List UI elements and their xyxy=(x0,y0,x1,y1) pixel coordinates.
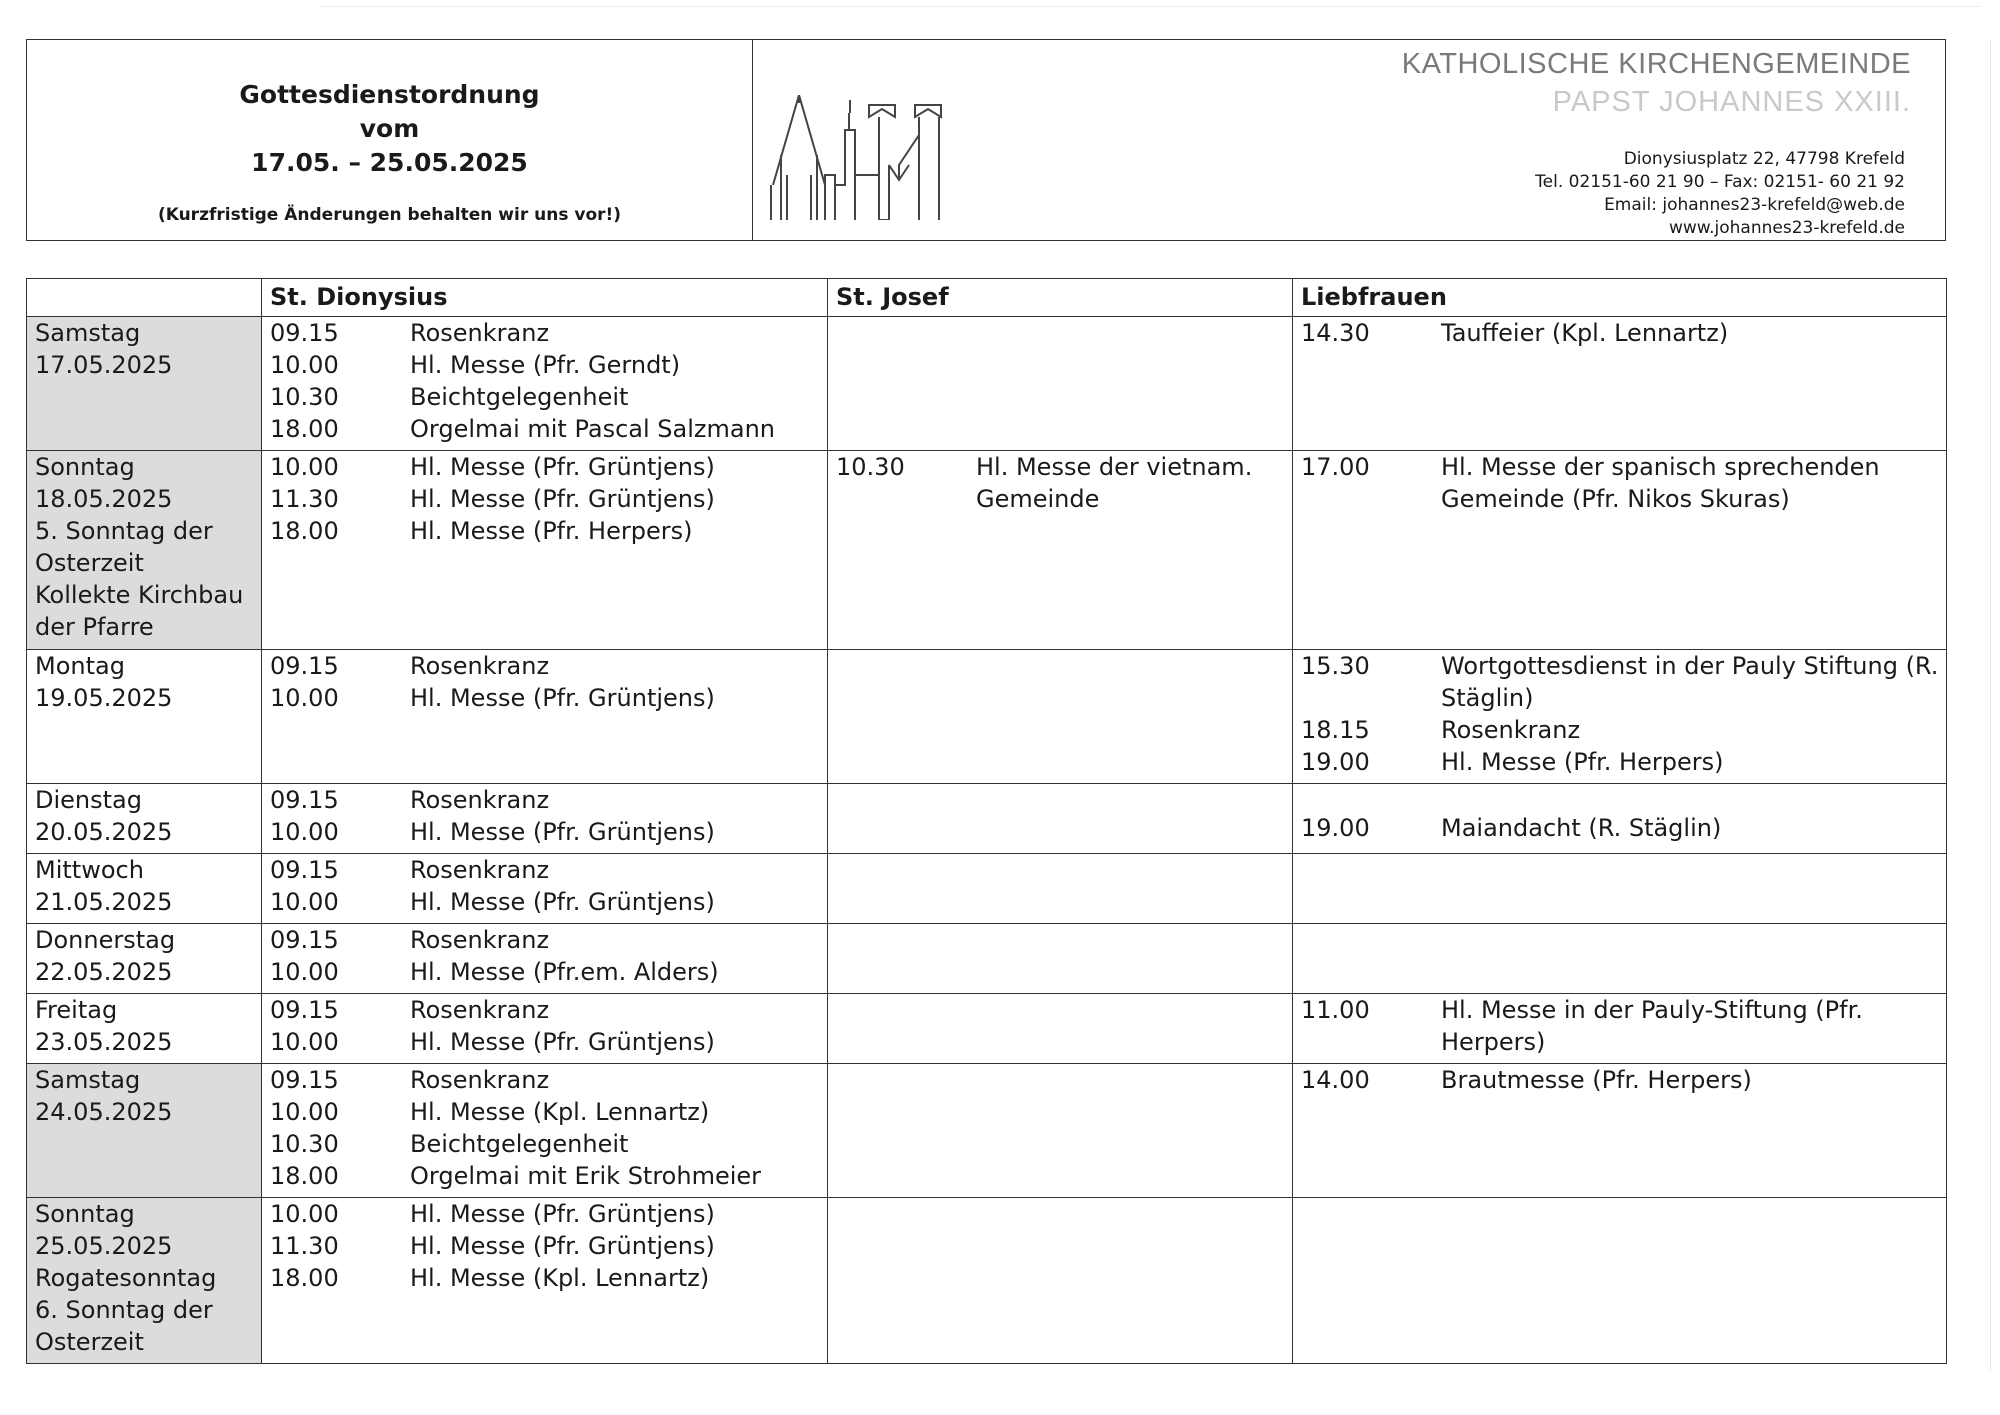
schedule-cell-josef xyxy=(828,854,1293,924)
header-st-josef: St. Josef xyxy=(828,279,1293,317)
event-title: Hl. Messe der spanisch sprechenden Gemeinde (Pfr. Nikos Skuras) xyxy=(1441,453,1880,513)
schedule-cell-liebfrauen xyxy=(1293,854,1947,924)
event-entry xyxy=(270,451,827,483)
event-title: Rosenkranz xyxy=(410,786,550,814)
event-entry xyxy=(270,413,827,445)
day-label-line: Dienstag xyxy=(35,786,142,814)
event-title: Tauffeier (Kpl. Lennartz) xyxy=(1441,319,1729,347)
event-time: 11.30 xyxy=(270,1232,339,1260)
event-title: Hl. Messe (Pfr. Herpers) xyxy=(1441,748,1724,776)
event-entry xyxy=(270,349,827,381)
day-label-line: der Pfarre xyxy=(35,613,154,641)
event-title: Hl. Messe der vietnam. Gemeinde xyxy=(976,453,1253,513)
day-label-line: 19.05.2025 xyxy=(35,684,173,712)
contact-info xyxy=(1535,148,1905,240)
day-cell xyxy=(27,1198,262,1364)
phone-fax: Tel. 02151-60 21 90 – Fax: 02151- 60 21 92 xyxy=(1535,172,1905,192)
header-title-block xyxy=(27,40,753,240)
event-time: 09.15 xyxy=(270,319,339,347)
day-label-line: 17.05.2025 xyxy=(35,351,173,379)
schedule-cell-dionysius xyxy=(262,994,828,1064)
event-title: Brautmesse (Pfr. Herpers) xyxy=(1441,1066,1752,1094)
day-label-line: 5. Sonntag der xyxy=(35,517,213,545)
schedule-cell-josef xyxy=(828,924,1293,994)
event-title: Hl. Messe (Pfr. Grüntjens) xyxy=(410,818,715,846)
event-title: Hl. Messe (Kpl. Lennartz) xyxy=(410,1098,710,1126)
event-time: 10.00 xyxy=(270,453,339,481)
schedule-cell-dionysius xyxy=(262,1064,828,1198)
org-name-line2: PAPST JOHANNES XXIII. xyxy=(1552,86,1911,118)
schedule-cell-dionysius xyxy=(262,924,828,994)
table-row xyxy=(27,1198,1947,1364)
event-entry xyxy=(270,650,827,682)
schedule-cell-dionysius xyxy=(262,317,828,451)
event-title: Hl. Messe (Pfr. Grüntjens) xyxy=(410,1028,715,1056)
event-entry xyxy=(270,1128,827,1160)
title-block xyxy=(27,78,752,180)
schedule-cell-liebfrauen xyxy=(1293,1064,1947,1198)
day-label-line: Donnerstag xyxy=(35,926,176,954)
event-time: 18.15 xyxy=(1301,716,1370,744)
event-title: Maiandacht (R. Stäglin) xyxy=(1441,814,1722,842)
event-title: Hl. Messe in der Pauly-Stiftung (Pfr. Herpers) xyxy=(1441,996,1863,1056)
event-time: 10.30 xyxy=(270,1130,339,1158)
event-entry xyxy=(270,1096,827,1128)
event-title: Hl. Messe (Pfr.em. Alders) xyxy=(410,958,719,986)
event-title: Rosenkranz xyxy=(410,996,550,1024)
schedule-cell-liebfrauen xyxy=(1293,451,1947,650)
event-time: 09.15 xyxy=(270,786,339,814)
event-title: Hl. Messe (Pfr. Grüntjens) xyxy=(410,684,715,712)
day-cell xyxy=(27,784,262,854)
event-entry xyxy=(270,886,827,918)
header-st-dionysius: St. Dionysius xyxy=(262,279,828,317)
address: Dionysiusplatz 22, 47798 Krefeld xyxy=(1623,149,1905,169)
event-time: 10.00 xyxy=(270,888,339,916)
event-time: 09.15 xyxy=(270,856,339,884)
event-title: Hl. Messe (Pfr. Grüntjens) xyxy=(410,485,715,513)
event-entry xyxy=(270,1026,827,1058)
event-time: 18.00 xyxy=(270,517,339,545)
website[interactable]: www.johannes23-krefeld.de xyxy=(1668,218,1905,238)
schedule-cell-josef xyxy=(828,1198,1293,1364)
day-cell xyxy=(27,924,262,994)
church-towers-logo-icon xyxy=(769,95,1009,220)
event-title: Hl. Messe (Pfr. Grüntjens) xyxy=(410,1200,715,1228)
day-label-line: 25.05.2025 xyxy=(35,1232,173,1260)
event-time: 15.30 xyxy=(1301,652,1370,680)
event-entry xyxy=(270,956,827,988)
table-row xyxy=(27,451,1947,650)
event-time: 10.30 xyxy=(836,453,905,481)
day-label-line: Samstag xyxy=(35,319,141,347)
day-label-line: 23.05.2025 xyxy=(35,1028,173,1056)
event-title: Rosenkranz xyxy=(1441,716,1581,744)
day-cell xyxy=(27,994,262,1064)
event-time: 09.15 xyxy=(270,652,339,680)
event-title: Hl. Messe (Pfr. Grüntjens) xyxy=(410,453,715,481)
schedule-cell-josef xyxy=(828,994,1293,1064)
event-entry xyxy=(270,1160,827,1192)
schedule-cell-liebfrauen xyxy=(1293,317,1947,451)
event-entry xyxy=(270,317,827,349)
schedule-cell-josef xyxy=(828,1064,1293,1198)
header-day-cell xyxy=(27,279,262,317)
event-entry xyxy=(1301,1064,1946,1096)
day-label-line: Samstag xyxy=(35,1066,141,1094)
document-header xyxy=(26,39,1946,241)
day-label-line: 18.05.2025 xyxy=(35,485,173,513)
event-entry xyxy=(270,924,827,956)
day-label-line: 24.05.2025 xyxy=(35,1098,173,1126)
schedule-cell-dionysius xyxy=(262,451,828,650)
event-time: 14.30 xyxy=(1301,319,1370,347)
event-entry xyxy=(270,994,827,1026)
schedule-cell-liebfrauen xyxy=(1293,994,1947,1064)
event-title: Beichtgelegenheit xyxy=(410,1130,629,1158)
table-row xyxy=(27,784,1947,854)
day-label-line: Osterzeit xyxy=(35,1328,144,1356)
event-time: 10.30 xyxy=(270,383,339,411)
event-entry xyxy=(270,381,827,413)
event-entry xyxy=(1301,994,1946,1058)
table-row xyxy=(27,317,1947,451)
event-entry xyxy=(270,1064,827,1096)
event-entry xyxy=(270,816,827,848)
schedule-cell-dionysius xyxy=(262,1198,828,1364)
event-title: Hl. Messe (Pfr. Herpers) xyxy=(410,517,693,545)
event-entry xyxy=(270,1198,827,1230)
day-cell xyxy=(27,1064,262,1198)
event-entry xyxy=(270,854,827,886)
day-label-line: 21.05.2025 xyxy=(35,888,173,916)
table-header-row xyxy=(27,279,1947,317)
event-time: 11.30 xyxy=(270,485,339,513)
schedule-cell-liebfrauen xyxy=(1293,650,1947,784)
schedule-cell-liebfrauen xyxy=(1293,784,1947,854)
event-title: Hl. Messe (Pfr. Grüntjens) xyxy=(410,1232,715,1260)
date-range: 17.05. – 25.05.2025 xyxy=(251,148,528,177)
event-title: Orgelmai mit Erik Strohmeier xyxy=(410,1162,762,1190)
schedule-cell-josef xyxy=(828,451,1293,650)
schedule-cell-dionysius xyxy=(262,784,828,854)
event-title: Rosenkranz xyxy=(410,926,550,954)
event-entry xyxy=(1301,317,1946,349)
event-title: Wortgottesdienst in der Pauly Stiftung (R. Stäglin) xyxy=(1441,652,1939,712)
event-time: 17.00 xyxy=(1301,453,1370,481)
event-entry xyxy=(270,515,827,547)
event-entry xyxy=(1301,812,1946,844)
day-label-line: Mittwoch xyxy=(35,856,144,884)
event-entry xyxy=(270,1262,827,1294)
event-entry xyxy=(1301,650,1946,714)
event-time: 10.00 xyxy=(270,1098,339,1126)
event-time: 10.00 xyxy=(270,684,339,712)
event-entry xyxy=(836,451,1292,515)
event-time: 09.15 xyxy=(270,996,339,1024)
schedule-cell-josef xyxy=(828,650,1293,784)
event-title: Rosenkranz xyxy=(410,1066,550,1094)
day-label-line: 20.05.2025 xyxy=(35,818,173,846)
schedule-cell-dionysius xyxy=(262,854,828,924)
day-label-line: Rogatesonntag xyxy=(35,1264,217,1292)
table-row xyxy=(27,924,1947,994)
table-row xyxy=(27,650,1947,784)
event-time: 10.00 xyxy=(270,1200,339,1228)
page-title: Gottesdienstordnung xyxy=(239,80,540,109)
event-title: Rosenkranz xyxy=(410,652,550,680)
event-entry xyxy=(1301,451,1946,515)
event-title: Beichtgelegenheit xyxy=(410,383,629,411)
event-time: 09.15 xyxy=(270,1066,339,1094)
day-label-line: Freitag xyxy=(35,996,118,1024)
day-cell xyxy=(27,317,262,451)
day-label-line: Sonntag xyxy=(35,453,135,481)
event-time: 19.00 xyxy=(1301,748,1370,776)
page-title-vom: vom xyxy=(359,114,420,143)
event-title: Hl. Messe (Pfr. Grüntjens) xyxy=(410,888,715,916)
event-entry xyxy=(1301,746,1946,778)
org-name-line1: KATHOLISCHE KIRCHENGEMEINDE xyxy=(1401,48,1911,80)
event-time: 18.00 xyxy=(270,1264,339,1292)
day-label-line: Kollekte Kirchbau xyxy=(35,581,244,609)
table-row xyxy=(27,1064,1947,1198)
event-title: Hl. Messe (Pfr. Gerndt) xyxy=(410,351,681,379)
event-time: 10.00 xyxy=(270,818,339,846)
day-cell xyxy=(27,451,262,650)
schedule-cell-liebfrauen xyxy=(1293,924,1947,994)
day-cell xyxy=(27,854,262,924)
schedule-table xyxy=(26,278,1947,1364)
day-label-line: Osterzeit xyxy=(35,549,144,577)
day-label-line: 6. Sonntag der xyxy=(35,1296,213,1324)
event-entry xyxy=(270,1230,827,1262)
event-time: 10.00 xyxy=(270,351,339,379)
event-time: 19.00 xyxy=(1301,814,1370,842)
event-entry xyxy=(270,784,827,816)
schedule-cell-liebfrauen xyxy=(1293,1198,1947,1364)
header-liebfrauen: Liebfrauen xyxy=(1293,279,1947,317)
event-title: Orgelmai mit Pascal Salzmann xyxy=(410,415,775,443)
scan-edge-line xyxy=(320,6,1980,7)
event-title: Rosenkranz xyxy=(410,319,550,347)
event-time: 14.00 xyxy=(1301,1066,1370,1094)
day-cell xyxy=(27,650,262,784)
event-time: 10.00 xyxy=(270,1028,339,1056)
event-entry xyxy=(270,483,827,515)
event-time: 09.15 xyxy=(270,926,339,954)
scan-edge-line-right xyxy=(1990,40,1991,1370)
event-time: 18.00 xyxy=(270,1162,339,1190)
event-entry xyxy=(1301,714,1946,746)
event-time: 10.00 xyxy=(270,958,339,986)
event-title: Hl. Messe (Kpl. Lennartz) xyxy=(410,1264,710,1292)
event-time: 18.00 xyxy=(270,415,339,443)
schedule-cell-josef xyxy=(828,317,1293,451)
table-row xyxy=(27,854,1947,924)
email[interactable]: Email: johannes23-krefeld@web.de xyxy=(1604,195,1905,215)
schedule-cell-josef xyxy=(828,784,1293,854)
event-title: Rosenkranz xyxy=(410,856,550,884)
event-entry xyxy=(270,682,827,714)
event-time: 11.00 xyxy=(1301,996,1370,1024)
schedule-cell-dionysius xyxy=(262,650,828,784)
table-row xyxy=(27,994,1947,1064)
day-label-line: 22.05.2025 xyxy=(35,958,173,986)
day-label-line: Sonntag xyxy=(35,1200,135,1228)
change-note: (Kurzfristige Änderungen behalten wir uns vor!) xyxy=(157,205,622,225)
day-label-line: Montag xyxy=(35,652,125,680)
